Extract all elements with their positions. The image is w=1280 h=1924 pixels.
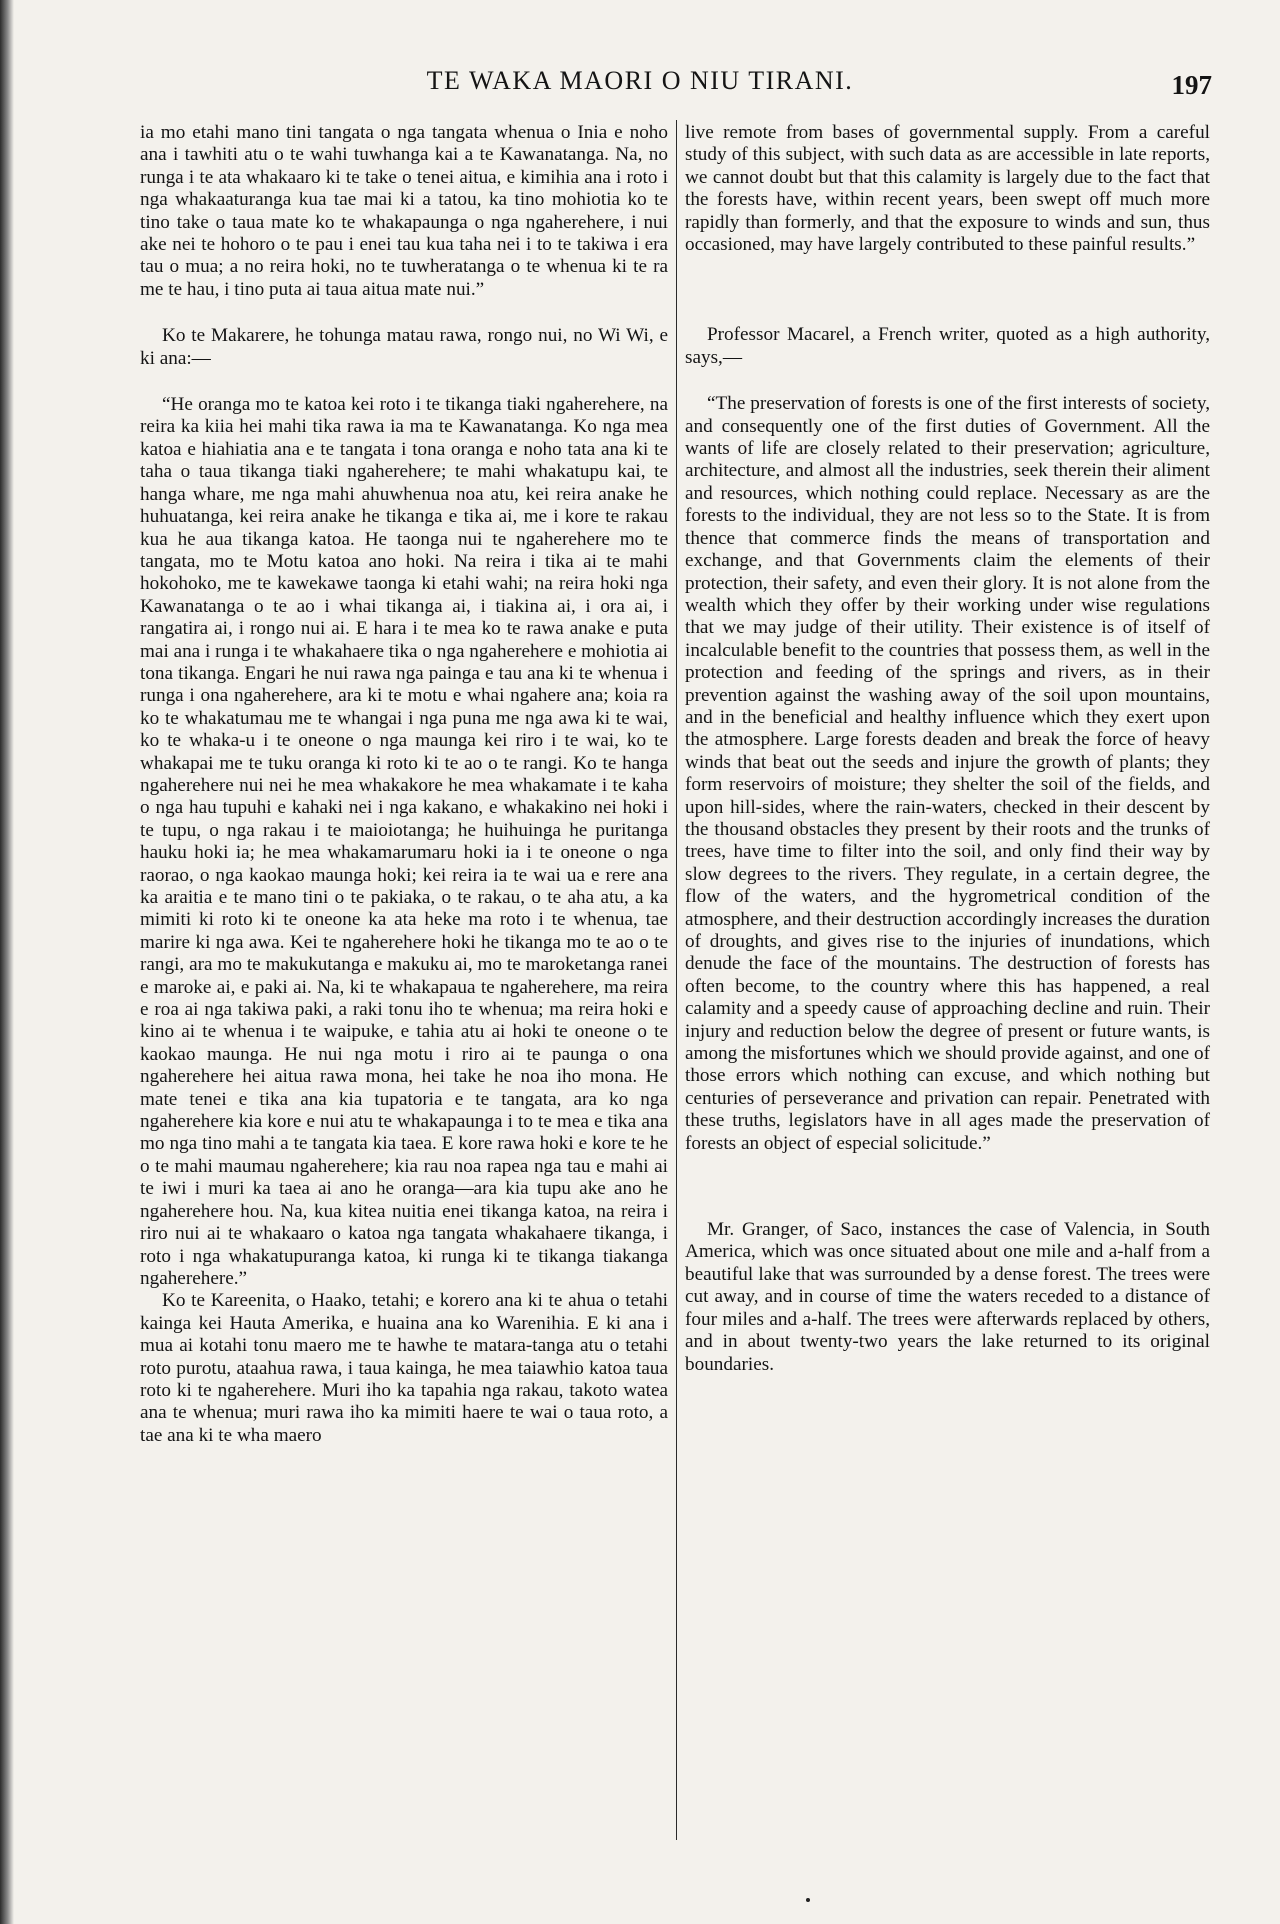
- english-paragraph-3: “The preservation of forests is one of the first interests of society, and consequently one of the first duties of Government. All the wants of life are closely related to their preservation; agriculture, architecture, and almost all the industries, seek therein their aliment and resources, which nothing could replace. Necessary as are the forests to the individual, they are not less so to the State. It is from thence that commerce finds the means of transportation and exchange, and that Governments claim the elements of their protection, their safety, and even their glory. It is not alone from the wealth which they offer by their working under wise regulations that we may judge of their utility. Their existence is of itself of incalculable benefit to the countries that possess them, as well in the protection and feeding of the springs and rivers, as in their prevention against the washing away of the soil upon mountains, and in the beneficial and healthy influence which they exert upon the atmosphere. Large forests deaden and break the force of heavy winds that beat out the seeds and injure the growth of plants; they form reservoirs of moisture; they shelter the soil of the fields, and upon hill-sides, where the rain-waters, checked in their descent by the thousand obstacles they present by their roots and the trunks of trees, have time to filter into the soil, and only find their way by slow degrees to the rivers. They regulate, in a certain degree, the flow of the waters, and the hygrometrical condition of the atmosphere, and their destruction accordingly increases the duration of droughts, and gives rise to the injuries of inundations, which denude the face of the mountains. The destruction of forests has often become, to the country where this has happened, a real calamity and a speedy cause of approaching decline and ruin. Their injury and reduction below the degree of present or future wants, is among the misfortunes which we should provide against, and one of those errors which nothing can excuse, and which nothing but centuries of perseverance and privation can repair. Penetrated with these truths, legislators have in all ages made the preservation of forests an object of especial solicitude.”: [685, 393, 1210, 1154]
- page-title: TE WAKA MAORI O NIU TIRANI.: [426, 66, 854, 95]
- maori-paragraph-4: Ko te Kareenita, o Haako, tetahi; e korero ana ki te ahua o tetahi kainga kei Hauta Amerika, e huaina ana ko Warenihia. E ki ana i mua ai kotahi tonu maero me te hawhe te matara-tanga atu o tetahi roto purotu, ataahua rawa, i taua kainga, he mea taiawhio katoa taua roto ki te ngaherehere. Muri iho ka tapahia nga rakau, takoto watea ana te whenua; muri rawa iho ka mimiti haere te wai o taua roto, a tae ana ki te wha maero: [140, 1290, 668, 1446]
- page-binding-edge: [0, 0, 14, 1924]
- maori-column: [140, 122, 668, 1447]
- printer-dot: [806, 1898, 810, 1902]
- maori-paragraph-2: Ko te Makarere, he tohunga matau rawa, rongo nui, no Wi Wi, e ki ana:—: [140, 325, 668, 369]
- maori-paragraph-3: “He oranga mo te katoa kei roto i te tikanga tiaki ngaherehere, na reira ka kiia hei mahi tika rawa ia ma te Kawanatanga. Ko nga mea katoa e hiahiatia ana e te tangata i tona oranga e noho tata ana ki te taha o taua tikanga tiaki ngaherehere; te mahi whakatupu kai, te hanga whare, me nga mahi ahuwhenua noa atu, kei reira anake he huhuatanga, kei reira anake he tikanga e tika ai, me i kore te rakau kua he aua tikanga katoa. He taonga nui te ngaherehere mo te tangata, mo te Motu katoa ano hoki. Na reira i tika ai te mahi hokohoko, me te kawekawe taonga ki etahi wahi; na reira hoki nga Kawanatanga o te ao i whai tikanga ai, i tiakina ai, i ora ai, i rangatira ai, i rongo nui ai. E hara i te mea ko te rawa anake e puta mai ana i runga i te whakahaere tika o nga ngaherehere e mohiotia ai tona tikanga. Engari he nui rawa nga painga e tau ana ki te whenua i runga i ona ngaherehere, ara ki te motu e whai ngahere ana; koia ra ko te whakatumau me te whangai i nga puna me nga awa ki te wai, ko te whaka-u i te oneone o nga maunga kei riro i te wai, ko te whakapai me te tuku oranga ki roto ki te ao o te rangi. Ko te hanga ngaherehere nui nei he mea whakakore he mea whakamate i te kaha o nga hau tupuhi e kahaki nei i nga kakano, e whakakino nei hoki i te tupu, o nga rakau i te maioiotanga; he huihuinga he puritanga hauku hoki ia; he mea whakamarumaru hoki ia i te oneone o nga raorao, o nga kaokao maunga hoki; kei reira ia te wai ua e rere ana ka araitia e te mano tini o te pakiaka, o te rakau, o te aha atu, a ka mimiti ki roto ki te oneone ka ata heke ma roto i te whenua, tae marire ki nga awa. Kei te ngaherehere hoki he tikanga mo te ao o te rangi, ara mo te makukutanga e makuku ai, mo te maroketanga ranei e maroke ai, e paki ai. Na, ki te whakapaua te ngaherehere, ma reira e roa ai nga takiwa paki, a raki tonu iho te whenua; ma reira hoki e kino ai te whenua i te waipuke, e tahia atu ai hoki te oneone o te kaokao maunga. He nui nga motu i riro ai te paunga o ona ngaherehere hei aitua rawa mona, hei take he noa iho mona. He mate tenei e tika ana kia tupatoria e te tangata, ara ko nga ngaherehere kia kore e nui atu te whakapaunga i to te mea e tika ana mo nga tino mahi a te tangata kia taea. E kore rawa hoki e kore te he o te mahi maumau ngaherehere; kia rau noa rapea nga tau e mahi ai te iwi i muri ka taea ai ano he oranga—ara kia tupu ake ano he ngaherehere hou. Na, kua kitea nuitia enei tikanga katoa, na reira i riro nui ai te whakaaro o katoa nga tangata whakahaere tikanga, i roto i nga whakatupuranga katoa, ki runga ki te tikanga tiakanga ngaherehere.”: [140, 394, 668, 1289]
- column-divider: [676, 120, 677, 1840]
- english-paragraph-1: live remote from bases of governmental supply. From a careful study of this subject, with such data as are accessible in late reports, we cannot doubt but that this calamity is largely due to the fact that the forests have, within recent years, been swept off much more rapidly than formerly, and that the exposure to winds and sun, thus occasioned, may have largely contributed to these painful results.”: [685, 122, 1210, 256]
- maori-paragraph-1: ia mo etahi mano tini tangata o nga tangata whenua o Inia e noho ana i tawhiti atu o te wahi tuwhanga kai a te Kawanatanga. Na, no runga i te ata whakaaro ki te take o tenei aitua, e kimihia ana i roto i nga whakaaturanga kua tae mai ki a tatou, ka tino mohiotia ko te tino take o taua mate ko te whakapaunga o nga ngaherehere, i nui ake nei te hohoro o te pau i enei tau kua taha nei i to te takiwa i era tau o mua; a no reira hoki, no te tuwheratanga o te whenua ki te ra me te hau, i tino puta ai taua aitua mate nui.”: [140, 122, 668, 300]
- english-paragraph-4: Mr. Granger, of Saco, instances the case of Valencia, in South America, which was once situated about one mile and a-half from a beautiful lake that was surrounded by a dense forest. The trees were cut away, and in course of time the waters receded to a distance of four miles and a-half. The trees were afterwards replaced by others, and in about twenty-two years the lake returned to its original boundaries.: [685, 1219, 1210, 1375]
- english-paragraph-2: Professor Macarel, a French writer, quoted as a high authority, says,—: [685, 324, 1210, 368]
- english-column: [685, 122, 1210, 1376]
- page-number: 197: [1171, 70, 1212, 100]
